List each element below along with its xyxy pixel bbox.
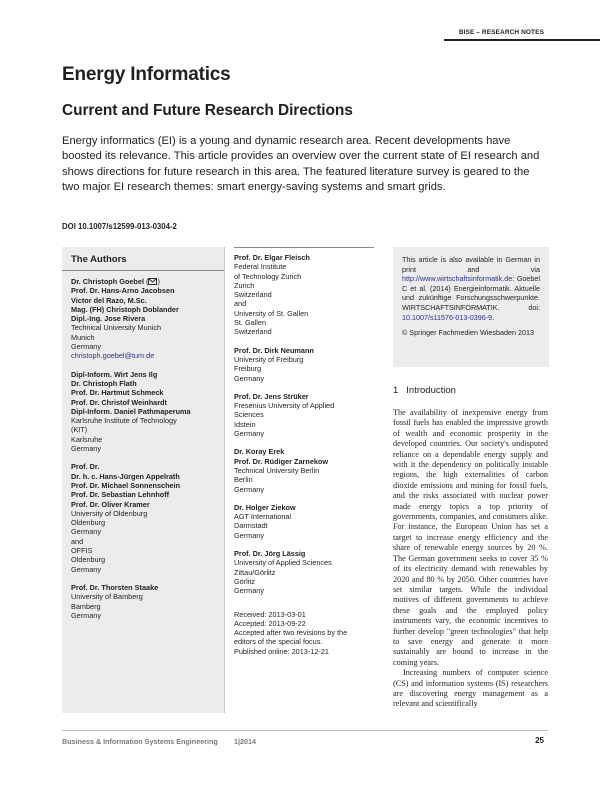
author-affiliation: Germany — [71, 444, 102, 454]
author-group — [71, 462, 221, 574]
author-name: Prof. Dr. Christof Weinhardt — [71, 397, 167, 407]
author-name: Prof. Dr. Hans-Arno Jacobsen — [71, 286, 175, 296]
author-name: Victor del Razo, M.Sc. — [71, 295, 147, 305]
header-rule — [444, 39, 600, 41]
running-header: BISE – RESEARCH NOTES — [458, 29, 544, 36]
author-affiliation: Idstein — [234, 419, 256, 429]
author-group — [234, 549, 384, 595]
author-affiliation: Germany — [71, 342, 102, 352]
author-affiliation: Technical University Munich — [71, 323, 162, 333]
authors-column-1 — [71, 277, 221, 629]
author-affiliation: Karlsruhe Institute of Technology — [71, 416, 177, 426]
dates-block — [234, 610, 384, 656]
abstract: Energy informatics (EI) is a young and dynamic research area. Recent developments have boosted its relevance. This article provides an overview over the current state of EI research and shows directions for future research in this area. The featured literature survey is geared to the two major EI research themes: smart energy-saving systems and smart grids. — [62, 135, 540, 194]
author-affiliation: Germany — [234, 484, 265, 494]
author-name: Prof. Dr. Dirk Neumann — [234, 345, 314, 355]
author-name: Prof. Dr. — [71, 462, 100, 472]
author-name: Prof. Dr. Jörg Lässig — [234, 549, 306, 559]
article-title: Energy Informatics — [62, 64, 231, 85]
author-name: Dr. Christoph Flath — [71, 378, 137, 388]
notice-text-end: . — [492, 312, 495, 322]
author-group — [234, 447, 384, 493]
received-date: Received: 2013-03-01 — [234, 609, 306, 619]
section-number: 1 — [393, 385, 399, 396]
author-affiliation: Germany — [234, 373, 265, 383]
author-affiliation: Zurich — [234, 280, 255, 290]
footer-issue: 1|2014 — [234, 737, 256, 746]
section-heading — [393, 385, 456, 396]
author-affiliation: of Technology Zurich — [234, 271, 302, 281]
authors-column-2-rule — [234, 247, 374, 248]
author-name: Dipl-Inform. Daniel Pathmaperuma — [71, 406, 191, 416]
body-text — [393, 408, 548, 710]
author-group — [71, 370, 221, 454]
author-group — [234, 253, 384, 337]
email-icon: ( ) — [143, 277, 160, 286]
column-divider — [224, 247, 225, 713]
authors-heading: The Authors — [71, 254, 127, 265]
author-affiliation: University of Oldenburg — [71, 508, 148, 518]
doi: DOI 10.1007/s12599-013-0304-2 — [62, 222, 177, 231]
authors-column-2 — [234, 253, 384, 665]
author-affiliation: Görlitz — [234, 576, 256, 586]
author-name: Dr. Christoph Goebel ( ) — [71, 277, 160, 286]
author-affiliation: Zittau/Görlitz — [234, 567, 276, 577]
notice-text-after: : Goebel C et al. (2014) Energieinformatik. Aktuelle und zukünftige Forschungsschwerpunkte. WIRTSCHAFTSINFORMATIK. doi: — [402, 274, 540, 312]
author-affiliation: Bamberg — [71, 601, 101, 611]
author-name: Prof. Dr. Hartmut Schmeck — [71, 388, 164, 398]
author-affiliation: Sciences — [234, 410, 264, 420]
author-affiliation: University of St. Gallen — [234, 308, 309, 318]
author-name: Prof. Dr. Oliver Kramer — [71, 499, 150, 509]
copyright: © Springer Fachmedien Wiesbaden 2013 — [402, 328, 534, 338]
author-name: Dr. Holger Ziekow — [234, 502, 296, 512]
author-group — [71, 583, 221, 620]
author-affiliation: St. Gallen — [234, 318, 267, 328]
authors-box — [62, 247, 224, 713]
author-affiliation: University of Freiburg — [234, 354, 304, 364]
notice-link[interactable]: http://www.wirtschaftsinformatik.de — [402, 274, 513, 284]
author-affiliation: Germany — [234, 530, 265, 540]
author-affiliation: Darmstadt — [234, 521, 268, 531]
notice-text — [402, 255, 540, 322]
author-name: Dipl.-Ing. Jose Rivera — [71, 314, 146, 324]
author-affiliation: Switzerland — [234, 290, 272, 300]
author-name: Prof. Dr. Elgar Fleisch — [234, 253, 310, 262]
author-affiliation: Freiburg — [234, 364, 262, 374]
notice-text-before: This article is also available in German in print and via — [402, 255, 540, 274]
author-group — [234, 346, 384, 383]
author-name: Prof. Dr. Sebastian Lehnhoff — [71, 490, 170, 500]
author-affiliation: and — [234, 299, 247, 309]
author-affiliation: Germany — [234, 429, 265, 439]
author-affiliation: Federal Institute — [234, 262, 287, 272]
author-name: Prof. Dr. Thorsten Staake — [71, 582, 159, 592]
author-affiliation: Switzerland — [234, 327, 272, 337]
author-email[interactable]: christoph.goebel@tum.de — [71, 351, 155, 361]
author-affiliation: University of Bamberg — [71, 592, 143, 602]
published-date: Published online: 2013-12-21 — [234, 646, 329, 656]
body-paragraph: Increasing numbers of computer science (CS) and information systems (IS) researchers are discovering energy management as a relevant and scientifically — [393, 668, 548, 709]
revision-note: Accepted after two revisions by the editors of the special focus. — [234, 628, 348, 647]
author-affiliation: Oldenburg — [71, 555, 106, 565]
author-name: Dipl-Inform. Wirt Jens Ilg — [71, 369, 158, 379]
author-affiliation: Karlsruhe — [71, 434, 103, 444]
section-title: Introduction — [406, 385, 456, 396]
author-name: Mag. (FH) Christoph Doblander — [71, 304, 179, 314]
author-group — [234, 392, 384, 438]
author-affiliation: OFFIS — [71, 546, 93, 556]
author-affiliation: University of Applied Sciences — [234, 558, 332, 568]
author-group — [71, 277, 221, 361]
author-affiliation: Germany — [234, 586, 265, 596]
author-affiliation: Germany — [71, 527, 102, 537]
footer-journal: Business & Information Systems Engineering — [62, 737, 218, 746]
author-affiliation: (KIT) — [71, 425, 88, 435]
article-subtitle: Current and Future Research Directions — [62, 102, 353, 119]
author-name: Prof. Dr. Jens Strüker — [234, 391, 309, 401]
author-affiliation: Technical University Berlin — [234, 465, 320, 475]
author-affiliation: Berlin — [234, 475, 253, 485]
authors-rule — [62, 270, 224, 271]
author-name: Dr. h. c. Hans-Jürgen Appelrath — [71, 471, 180, 481]
body-paragraph: The availability of inexpensive energy from fossil fuels has enabled the impressive growth of wealth and economic prosperity in the developed countries. Our society's undisputed reliance on a dependable energy supply and with it the dependency on politically instable regions, the high externalities of carbon dioxide emissions and mining for fossil fuels, and the risks associated with nuclear power made energy topics a top priority of governments, companies, and consumers alike. For instance, the European Union has set a target to increase energy efficiency and the share of renewable energy sources by 20 %. The German government seeks to cover 35 % of its electricity demand with renewables by 2020 and 80 % by 2050. Other countries have set similar targets. While the individual motives of different governments to achieve these goals and the employed policy instruments vary, the economic incentives to further develop "green technologies" that help to save energy and generate it more sustainably are bound to increase in the coming years. — [393, 408, 548, 667]
author-affiliation: Germany — [71, 610, 102, 620]
author-affiliation: Fresenius University of Applied — [234, 401, 335, 411]
author-name: Prof. Dr. Rüdiger Zarnekow — [234, 456, 329, 466]
availability-notice — [393, 247, 549, 367]
author-affiliation: Munich — [71, 332, 95, 342]
accepted-date: Accepted: 2013-09-22 — [234, 618, 306, 628]
author-affiliation: AGT International — [234, 512, 292, 522]
notice-doi-link[interactable]: 10.1007/s11576-013-0396-9 — [402, 312, 493, 322]
author-affiliation: Oldenburg — [71, 518, 106, 528]
author-name: Prof. Dr. Michael Sonnenschein — [71, 480, 181, 490]
footer-rule — [62, 730, 548, 731]
author-affiliation: and — [71, 536, 84, 546]
page-number: 25 — [535, 736, 544, 745]
author-name: Dr. Koray Erek — [234, 447, 285, 457]
author-group — [234, 503, 384, 540]
author-affiliation: Germany — [71, 564, 102, 574]
